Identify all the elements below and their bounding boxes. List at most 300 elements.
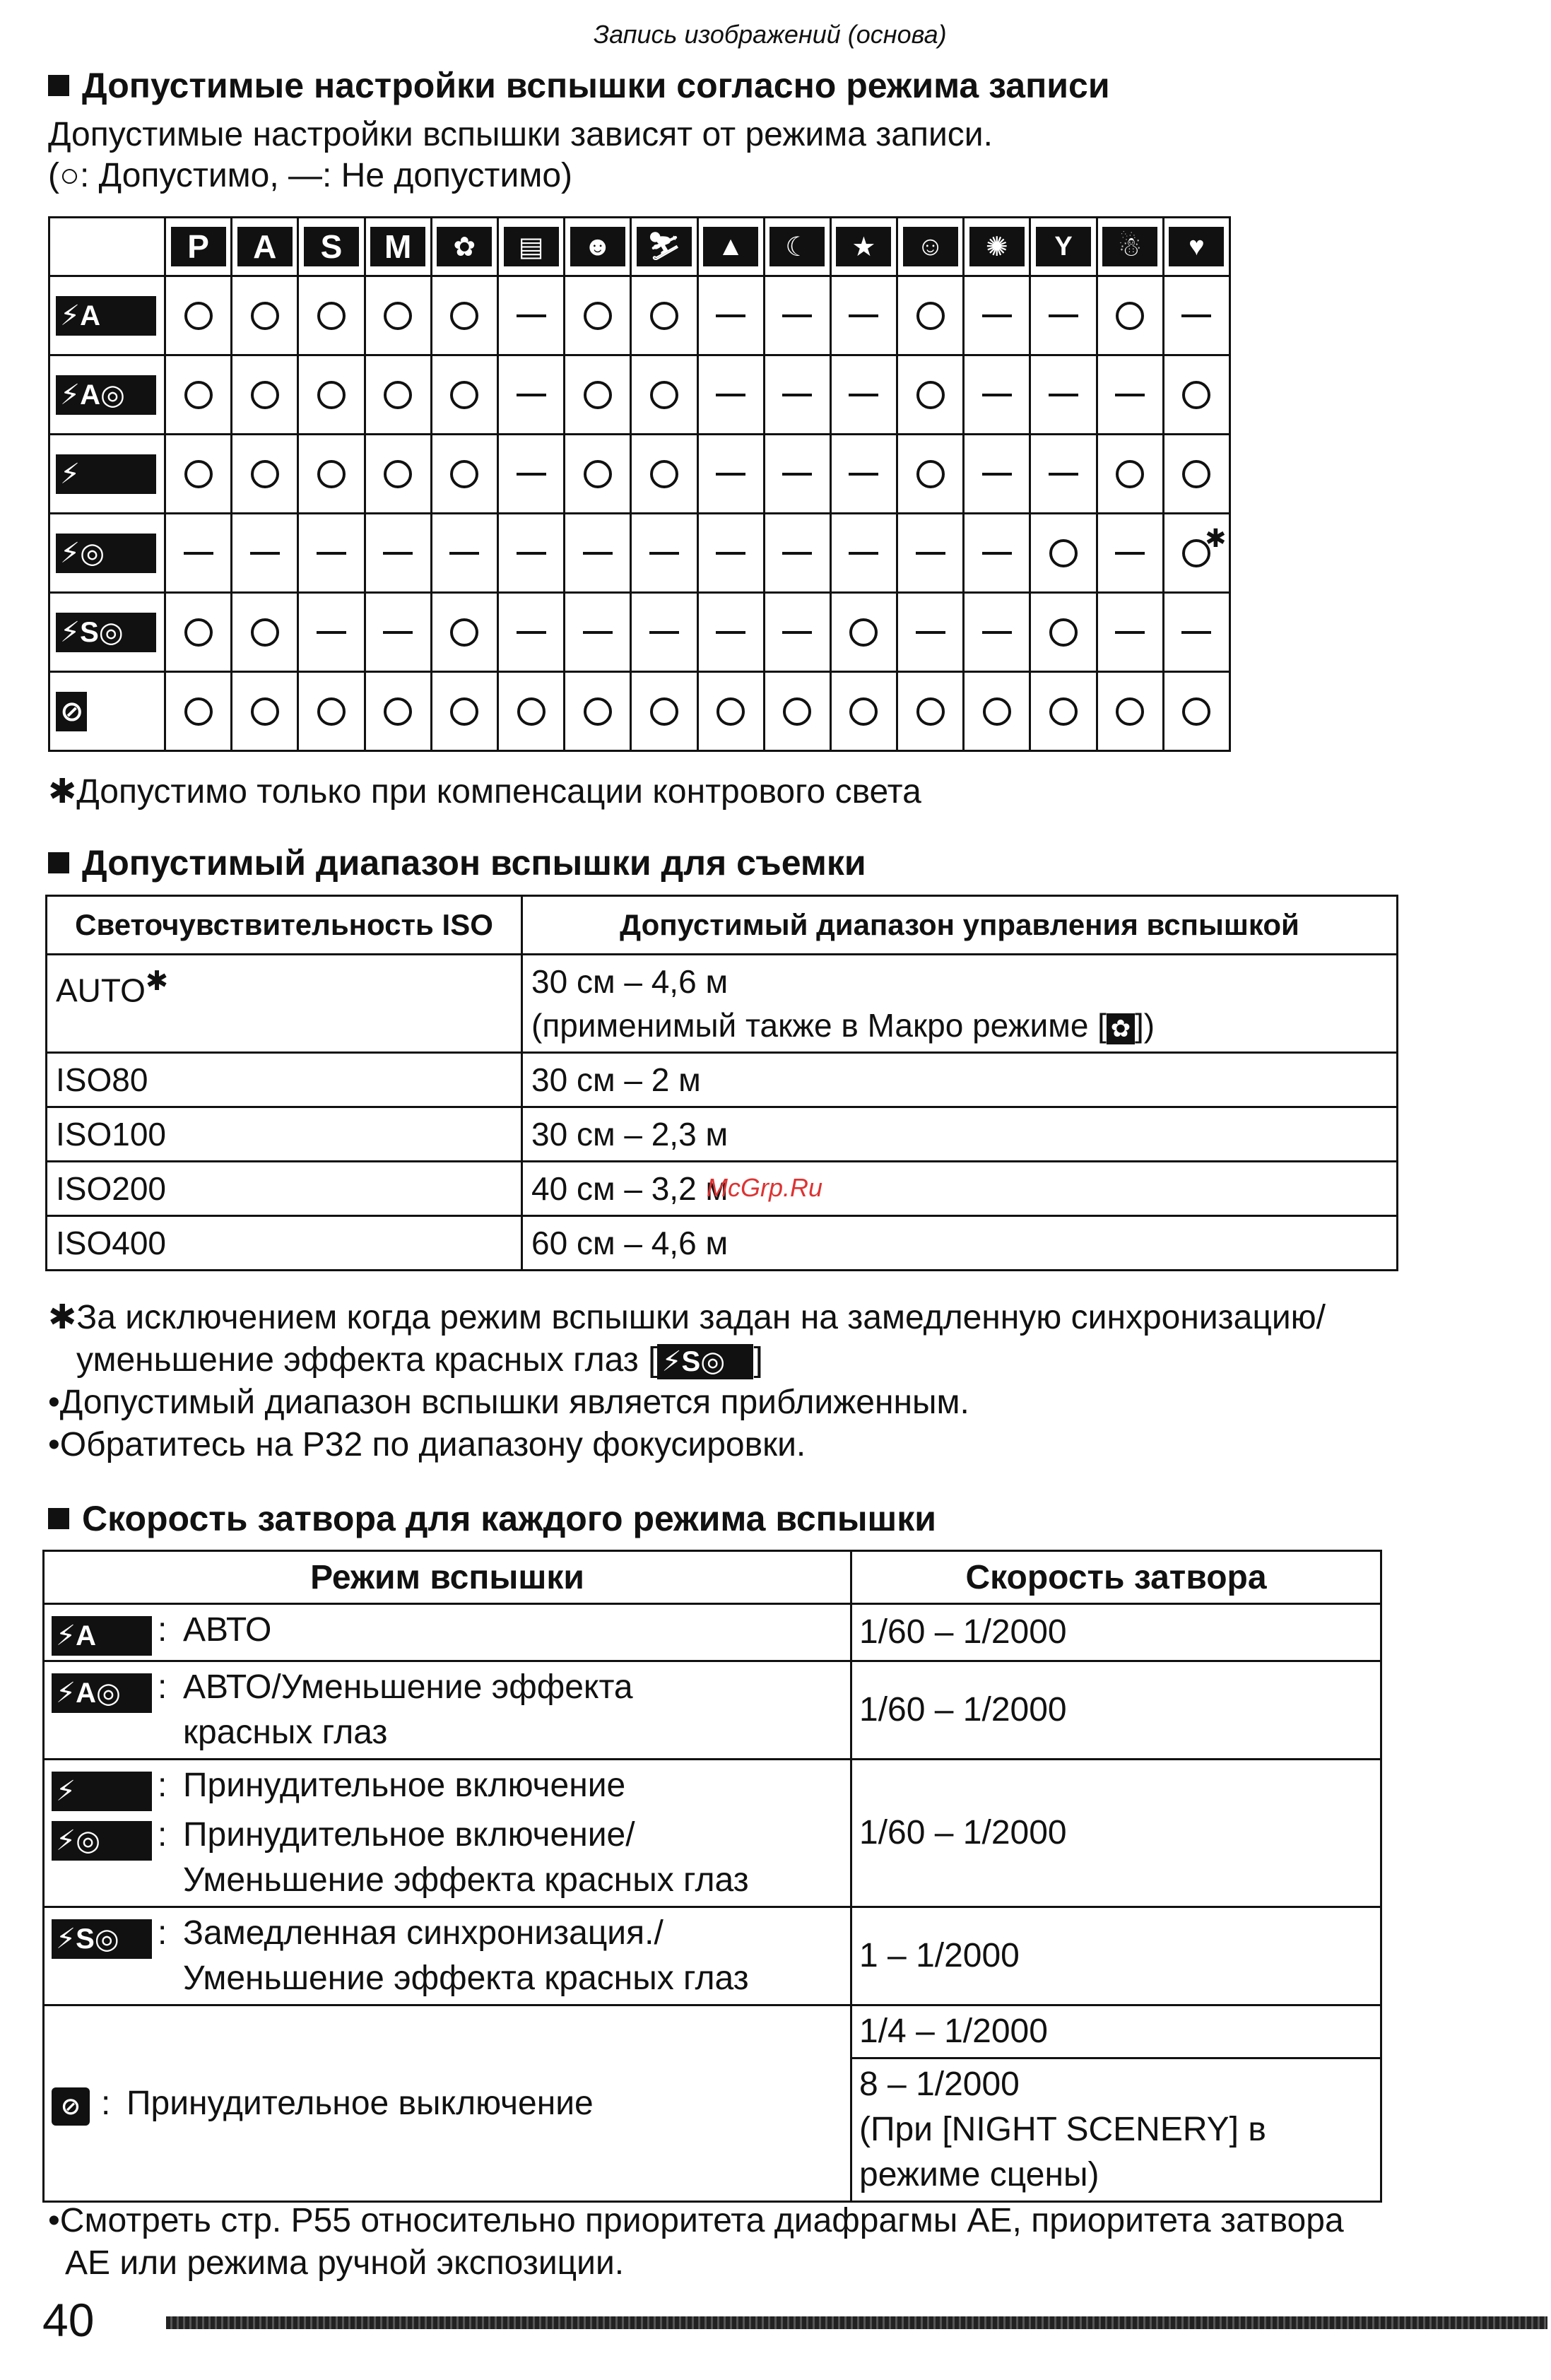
mark-cell bbox=[298, 435, 365, 514]
table-row bbox=[47, 1216, 1398, 1271]
mode-m-icon: M bbox=[370, 227, 425, 266]
col-portrait bbox=[565, 218, 631, 276]
mark-cell bbox=[1030, 514, 1097, 593]
mode-line bbox=[52, 1911, 843, 2001]
mark-cell bbox=[897, 593, 964, 672]
mark-cell bbox=[497, 672, 564, 751]
mark-cell bbox=[431, 355, 497, 435]
col-s bbox=[298, 218, 365, 276]
mark-cell bbox=[697, 672, 764, 751]
allowed-mark bbox=[384, 381, 412, 409]
not-allowed-mark bbox=[1049, 394, 1078, 396]
mark-cell bbox=[497, 435, 564, 514]
bottom-rule bbox=[166, 2316, 1547, 2329]
col-self-portrait bbox=[897, 218, 964, 276]
mark-cell bbox=[631, 593, 697, 672]
mark-cell bbox=[232, 514, 298, 593]
allowed-mark bbox=[1049, 618, 1078, 647]
not-allowed-mark bbox=[317, 552, 346, 555]
col-m bbox=[365, 218, 431, 276]
mode-line bbox=[52, 1813, 843, 1903]
mark-cell bbox=[764, 276, 830, 355]
not-allowed-mark bbox=[1115, 394, 1145, 396]
mark-cell bbox=[165, 514, 232, 593]
mark-cell bbox=[764, 355, 830, 435]
iso-header: Светочувствительность ISO bbox=[47, 896, 522, 955]
table-row bbox=[44, 1604, 1381, 1661]
allowed-mark bbox=[1116, 302, 1144, 330]
mark-cell bbox=[1163, 672, 1229, 751]
mark-cell bbox=[697, 355, 764, 435]
macro-icon: ✿ bbox=[437, 227, 492, 266]
allowed-mark bbox=[184, 618, 213, 647]
mode-cell bbox=[44, 1604, 851, 1661]
not-allowed-mark bbox=[716, 473, 745, 476]
allowed-mark bbox=[251, 460, 279, 488]
self-portrait-icon: ☺ bbox=[903, 227, 958, 266]
flash-auto-icon: ⚡A bbox=[52, 1616, 152, 1656]
col-snow bbox=[1097, 218, 1163, 276]
allowed-mark bbox=[650, 381, 678, 409]
allowed-mark bbox=[584, 302, 612, 330]
mark-cell bbox=[697, 276, 764, 355]
mark-cell bbox=[830, 435, 897, 514]
mode-line bbox=[52, 2081, 843, 2126]
not-allowed-mark bbox=[782, 631, 812, 634]
allowed-mark bbox=[184, 302, 213, 330]
mark-cell bbox=[365, 672, 431, 751]
shutter-speed-table bbox=[42, 1550, 1382, 2203]
not-allowed-mark bbox=[517, 552, 546, 555]
mode-cell bbox=[44, 1661, 851, 1760]
col-p bbox=[165, 218, 232, 276]
mark-cell bbox=[232, 593, 298, 672]
col-heart bbox=[1163, 218, 1229, 276]
not-allowed-mark bbox=[517, 473, 546, 476]
night-portrait-icon: ★ bbox=[836, 227, 891, 266]
table-row bbox=[47, 1107, 1398, 1162]
range-extra bbox=[531, 1003, 1388, 1047]
mark-cell bbox=[1097, 435, 1163, 514]
mark-cell bbox=[897, 672, 964, 751]
watermark: McGrp.Ru bbox=[707, 1173, 823, 1202]
allowed-mark bbox=[783, 697, 811, 726]
not-allowed-mark bbox=[449, 552, 479, 555]
mode-text-block bbox=[183, 1911, 749, 2001]
icon-slot bbox=[52, 1813, 158, 1862]
bullet-icon bbox=[48, 75, 69, 96]
flash-slow-sync-redeye-icon: ⚡S◎ bbox=[56, 613, 156, 652]
allowed-mark bbox=[251, 697, 279, 726]
mark-cell bbox=[964, 435, 1030, 514]
allowed-mark bbox=[317, 460, 346, 488]
mark-cell bbox=[631, 435, 697, 514]
allowed-mark bbox=[983, 697, 1011, 726]
not-allowed-mark bbox=[982, 552, 1012, 555]
speed-cell: 1/4 – 1/2000 bbox=[851, 2005, 1381, 2058]
bullet-icon bbox=[48, 852, 69, 873]
table-row bbox=[47, 1053, 1398, 1107]
flash-mode-cell bbox=[49, 672, 165, 751]
mark-cell bbox=[497, 593, 564, 672]
mark-cell bbox=[232, 355, 298, 435]
allowed-mark bbox=[384, 302, 412, 330]
allowed-mark bbox=[716, 697, 745, 726]
not-allowed-mark bbox=[916, 631, 945, 634]
mode-cell bbox=[44, 1907, 851, 2005]
col-macro bbox=[431, 218, 497, 276]
table-row bbox=[44, 1760, 1381, 1907]
mark-cell bbox=[697, 514, 764, 593]
mark-cell bbox=[764, 435, 830, 514]
allowed-mark bbox=[916, 302, 945, 330]
mode-text-block bbox=[183, 1813, 749, 1903]
iso-cell: AUTO✱ bbox=[47, 955, 522, 1053]
not-allowed-mark bbox=[849, 473, 878, 476]
mark-cell bbox=[497, 276, 564, 355]
allowed-mark bbox=[384, 697, 412, 726]
mode-p-icon: P bbox=[171, 227, 226, 266]
mode-text: АВТО/Уменьшение эффекта bbox=[183, 1668, 633, 1706]
range-value: 30 см – 4,6 м bbox=[531, 963, 729, 1000]
mode-cell bbox=[44, 1760, 851, 1907]
mark-cell bbox=[964, 355, 1030, 435]
mark-cell bbox=[365, 435, 431, 514]
allowed-mark bbox=[1116, 697, 1144, 726]
allowed-mark bbox=[450, 618, 478, 647]
mark-cell bbox=[565, 276, 631, 355]
col-movie bbox=[497, 218, 564, 276]
colon: : bbox=[101, 2084, 111, 2122]
table-row bbox=[44, 1907, 1381, 2005]
col-a bbox=[232, 218, 298, 276]
mark-cell bbox=[830, 276, 897, 355]
range-header: Допустимый диапазон управления вспышкой bbox=[522, 896, 1398, 955]
iso-cell: ISO400 bbox=[47, 1216, 522, 1271]
mark-cell bbox=[1163, 355, 1229, 435]
not-allowed-mark bbox=[782, 394, 812, 396]
mark-cell bbox=[298, 276, 365, 355]
allowed-mark bbox=[849, 697, 878, 726]
flash-forced-on-redeye-icon: ⚡◎ bbox=[52, 1821, 152, 1861]
allowed-mark bbox=[1182, 523, 1227, 567]
note1b-text: уменьшение эффекта красных глаз [ bbox=[76, 1341, 658, 1379]
not-allowed-mark bbox=[782, 552, 812, 555]
not-allowed-mark bbox=[250, 552, 280, 555]
mark-cell bbox=[1030, 276, 1097, 355]
allowed-mark bbox=[650, 697, 678, 726]
mark-cell bbox=[830, 514, 897, 593]
mark-cell bbox=[631, 514, 697, 593]
mark-cell bbox=[165, 593, 232, 672]
flash-off-icon: ⊘ bbox=[52, 2087, 90, 2126]
allowed-mark bbox=[650, 302, 678, 330]
not-allowed-mark bbox=[982, 631, 1012, 634]
allowed-mark bbox=[1182, 697, 1210, 726]
mark-cell bbox=[964, 276, 1030, 355]
allowed-mark bbox=[317, 697, 346, 726]
mark-cell bbox=[897, 276, 964, 355]
night-scenery-icon: ☾ bbox=[769, 227, 825, 266]
mark-cell bbox=[1030, 355, 1097, 435]
speed-note: (При [NIGHT SCENERY] в bbox=[859, 2111, 1266, 2148]
not-allowed-mark bbox=[982, 314, 1012, 317]
table-row bbox=[49, 355, 1230, 435]
icon-slot bbox=[52, 1763, 158, 1813]
mark-cell bbox=[232, 435, 298, 514]
table-header-row bbox=[44, 1551, 1381, 1604]
allowed-mark bbox=[317, 381, 346, 409]
mark-cell bbox=[165, 355, 232, 435]
mark-cell bbox=[365, 355, 431, 435]
mark-cell bbox=[830, 355, 897, 435]
not-allowed-mark bbox=[716, 552, 745, 555]
mode-text: Уменьшение эффекта красных глаз bbox=[183, 1861, 749, 1899]
not-allowed-mark bbox=[517, 631, 546, 634]
mark-cell bbox=[232, 672, 298, 751]
not-allowed-mark bbox=[583, 552, 613, 555]
mark-cell bbox=[1030, 672, 1097, 751]
icon-slot bbox=[52, 1911, 158, 1960]
mode-line bbox=[52, 1608, 843, 1657]
mark-cell bbox=[298, 672, 365, 751]
speed-cell: 1/60 – 1/2000 bbox=[851, 1604, 1381, 1661]
allowed-mark bbox=[1049, 539, 1078, 567]
not-allowed-mark bbox=[317, 631, 346, 634]
not-allowed-mark bbox=[1049, 314, 1078, 317]
flash-mode-cell bbox=[49, 593, 165, 672]
mark-cell bbox=[431, 672, 497, 751]
not-allowed-mark bbox=[383, 631, 413, 634]
mark-cell bbox=[431, 593, 497, 672]
not-allowed-mark bbox=[849, 552, 878, 555]
allowed-mark bbox=[184, 381, 213, 409]
section1-title bbox=[48, 65, 1110, 106]
page-header: Запись изображений (основа) bbox=[594, 20, 947, 49]
allowed-mark bbox=[450, 460, 478, 488]
mark-cell bbox=[964, 672, 1030, 751]
section2-title bbox=[48, 842, 866, 883]
mark-cell bbox=[365, 514, 431, 593]
allowed-mark bbox=[251, 302, 279, 330]
mark-cell bbox=[565, 514, 631, 593]
colon: : bbox=[158, 1668, 167, 1706]
page-number: 40 bbox=[42, 2294, 95, 2346]
portrait-icon: ☻ bbox=[570, 227, 625, 266]
allowed-mark bbox=[184, 697, 213, 726]
section3-title bbox=[48, 1498, 936, 1539]
mark-cell bbox=[1163, 593, 1229, 672]
section2-note1b bbox=[76, 1338, 763, 1382]
section2-note2: •Допустимый диапазон вспышки является приближенным. bbox=[48, 1384, 969, 1421]
col-night-portrait bbox=[830, 218, 897, 276]
mode-text: красных глаз bbox=[183, 1714, 388, 1751]
table-row bbox=[44, 2005, 1381, 2058]
iso-value: AUTO bbox=[56, 972, 146, 1009]
allowed-mark bbox=[584, 381, 612, 409]
mark-cell bbox=[431, 276, 497, 355]
movie-icon: ▤ bbox=[504, 227, 559, 266]
allowed-mark bbox=[450, 302, 478, 330]
table-row bbox=[44, 1661, 1381, 1760]
not-allowed-mark bbox=[383, 552, 413, 555]
not-allowed-mark bbox=[517, 314, 546, 317]
shutter-speed-header: Скорость затвора bbox=[851, 1551, 1381, 1604]
colon: : bbox=[158, 1816, 167, 1854]
flash-forced-off-icon: ⊘ bbox=[56, 692, 87, 731]
mode-text: АВТО bbox=[183, 1611, 272, 1649]
mark-cell bbox=[631, 355, 697, 435]
flash-auto-redeye-icon: ⚡A◎ bbox=[52, 1673, 152, 1713]
not-allowed-mark bbox=[1115, 631, 1145, 634]
flash-auto-icon: ⚡A bbox=[56, 296, 156, 336]
col-sports bbox=[631, 218, 697, 276]
range-extra-text: (применимый также в Макро режиме [ bbox=[531, 1007, 1107, 1044]
mark-cell bbox=[1030, 435, 1097, 514]
allowed-mark bbox=[1116, 460, 1144, 488]
mark-cell bbox=[1030, 593, 1097, 672]
section2-note1: ✱За исключением когда режим вспышки задан на замедленную синхронизацию/ bbox=[48, 1299, 1326, 1336]
snow-icon: ☃ bbox=[1102, 227, 1157, 266]
not-allowed-mark bbox=[716, 314, 745, 317]
flash-auto-redeye-icon: ⚡A◎ bbox=[56, 375, 156, 415]
section1-line2: (○: Допустимо, —: Не допустимо) bbox=[48, 157, 573, 194]
mark-cell bbox=[1097, 672, 1163, 751]
mark-cell bbox=[1163, 435, 1229, 514]
not-allowed-mark bbox=[517, 394, 546, 396]
allowed-mark bbox=[450, 381, 478, 409]
flash-slow-sync-redeye-icon: ⚡S◎ bbox=[52, 1919, 152, 1959]
flash-range-table bbox=[45, 895, 1398, 1271]
not-allowed-mark bbox=[982, 473, 1012, 476]
colon: : bbox=[158, 1611, 167, 1649]
range-cell bbox=[522, 955, 1398, 1053]
mark-cell bbox=[431, 514, 497, 593]
table-row bbox=[49, 276, 1230, 355]
slow-sync-redeye-icon: ⚡S◎ bbox=[657, 1344, 753, 1379]
mark-cell bbox=[365, 593, 431, 672]
mode-text: Уменьшение эффекта красных глаз bbox=[183, 1960, 749, 1997]
allowed-mark bbox=[384, 460, 412, 488]
not-allowed-mark bbox=[982, 394, 1012, 396]
heart-icon: ♥ bbox=[1169, 227, 1224, 266]
mark-cell bbox=[298, 593, 365, 672]
corner-cell bbox=[49, 218, 165, 276]
allowed-mark bbox=[317, 302, 346, 330]
mode-text: Принудительное выключение bbox=[126, 2084, 594, 2122]
macro-icon: ✿ bbox=[1107, 1013, 1135, 1044]
not-allowed-mark bbox=[583, 631, 613, 634]
flash-mode-header: Режим вспышки bbox=[44, 1551, 851, 1604]
not-allowed-mark bbox=[649, 552, 679, 555]
allowed-mark bbox=[450, 697, 478, 726]
mark-cell bbox=[1163, 276, 1229, 355]
icon-slot bbox=[52, 2081, 101, 2126]
flash-mode-cell bbox=[49, 355, 165, 435]
sports-icon: ⛷ bbox=[637, 227, 692, 266]
mark-cell bbox=[165, 276, 232, 355]
speed-value: 8 – 1/2000 bbox=[859, 2066, 1020, 2103]
mark-cell bbox=[565, 593, 631, 672]
range-cell: 60 см – 4,6 м bbox=[522, 1216, 1398, 1271]
section2-note3: •Обратитесь на P32 по диапазону фокусировки. bbox=[48, 1426, 806, 1463]
mark-cell bbox=[830, 593, 897, 672]
icon-slot bbox=[52, 1665, 158, 1714]
mode-line bbox=[52, 1763, 843, 1813]
scenery-icon: ▲ bbox=[703, 227, 758, 266]
not-allowed-mark bbox=[849, 314, 878, 317]
mode-text: Принудительное включение/ bbox=[183, 1816, 635, 1854]
mark-cell bbox=[232, 276, 298, 355]
speed-cell bbox=[851, 2058, 1381, 2202]
allowed-mark bbox=[517, 697, 545, 726]
flash-forced-on-icon: ⚡ bbox=[52, 1772, 152, 1811]
not-allowed-mark bbox=[716, 394, 745, 396]
mark-cell bbox=[897, 435, 964, 514]
section3-note: •Смотреть стр. P55 относительно приоритета диафрагмы AE, приоритета затвора bbox=[48, 2202, 1344, 2239]
col-party bbox=[1030, 218, 1097, 276]
party-icon: Y bbox=[1036, 227, 1091, 266]
mark-cell bbox=[565, 672, 631, 751]
flash-mode-cell bbox=[49, 435, 165, 514]
table-header-row bbox=[49, 218, 1230, 276]
mark-cell bbox=[897, 355, 964, 435]
mark-cell bbox=[697, 435, 764, 514]
not-allowed-mark bbox=[1115, 552, 1145, 555]
mark-cell bbox=[365, 276, 431, 355]
mark-cell bbox=[1097, 355, 1163, 435]
colon: : bbox=[158, 1767, 167, 1804]
mode-line bbox=[52, 1665, 843, 1755]
allowed-mark bbox=[251, 618, 279, 647]
speed-cell: 1/60 – 1/2000 bbox=[851, 1661, 1381, 1760]
allowed-mark bbox=[916, 381, 945, 409]
mark-cell bbox=[497, 355, 564, 435]
mark-cell bbox=[497, 514, 564, 593]
flash-forced-on-icon: ⚡ bbox=[56, 454, 156, 494]
mark-cell bbox=[1163, 514, 1229, 593]
flash-mode-cell bbox=[49, 276, 165, 355]
table-row bbox=[49, 672, 1230, 751]
mark-cell bbox=[830, 672, 897, 751]
section1-line1: Допустимые настройки вспышки зависят от режима записи. bbox=[48, 116, 993, 153]
range-cell: 30 см – 2 м bbox=[522, 1053, 1398, 1107]
asterisk-mark: ✱ bbox=[1205, 523, 1227, 553]
allowed-mark bbox=[184, 460, 213, 488]
col-scenery bbox=[697, 218, 764, 276]
section2-title-text: Допустимый диапазон вспышки для съемки bbox=[82, 843, 866, 883]
note1b-end: ] bbox=[753, 1341, 763, 1379]
mark-cell bbox=[1097, 276, 1163, 355]
mark-cell bbox=[697, 593, 764, 672]
table-header-row bbox=[47, 896, 1398, 955]
col-fireworks bbox=[964, 218, 1030, 276]
mode-text-block bbox=[183, 1665, 633, 1755]
iso-cell: ISO200 bbox=[47, 1162, 522, 1216]
flash-mode-cell bbox=[49, 514, 165, 593]
allowed-mark bbox=[1182, 460, 1210, 488]
not-allowed-mark bbox=[1181, 631, 1211, 634]
allowed-mark bbox=[849, 618, 878, 647]
mark-cell bbox=[565, 355, 631, 435]
col-night-scenery bbox=[764, 218, 830, 276]
not-allowed-mark bbox=[782, 473, 812, 476]
allowed-mark bbox=[1182, 381, 1210, 409]
mark-cell bbox=[631, 276, 697, 355]
allowed-mark bbox=[1049, 697, 1078, 726]
flash-forced-on-redeye-icon: ⚡◎ bbox=[56, 534, 156, 573]
colon: : bbox=[158, 1914, 167, 1952]
